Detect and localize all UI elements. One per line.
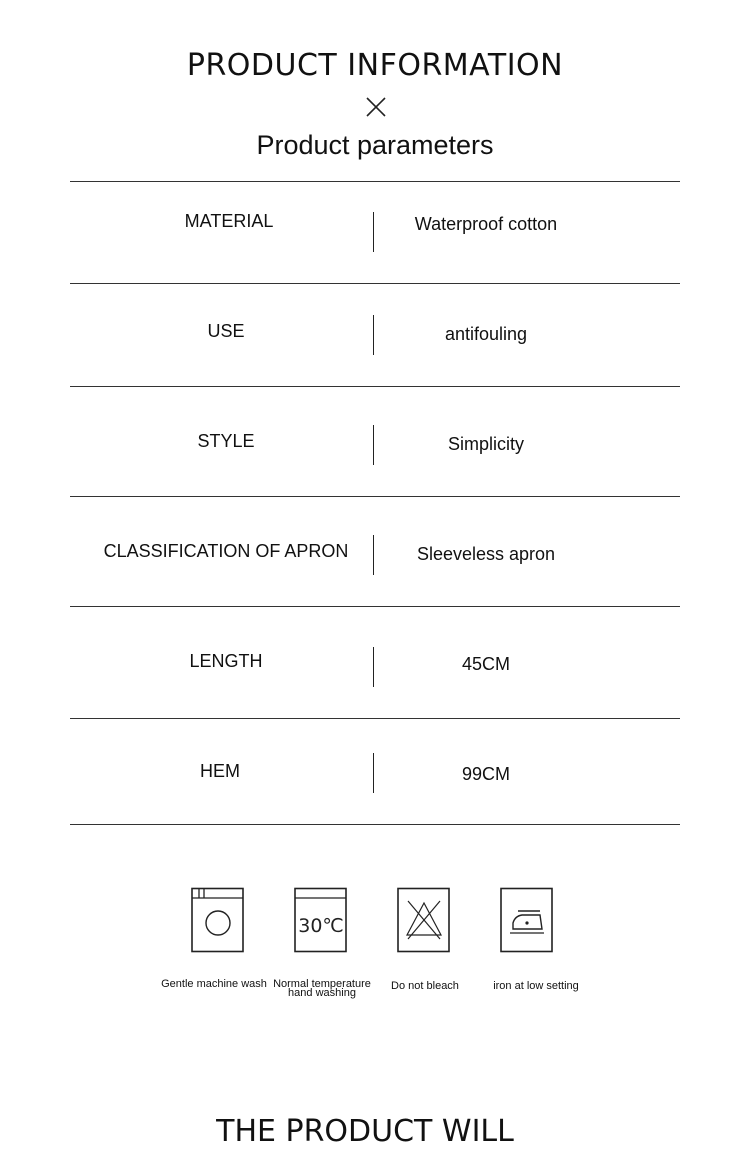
table-divider — [70, 181, 680, 182]
parameter-value: Sleeveless apron — [416, 544, 556, 564]
parameter-label: STYLE — [197, 431, 255, 451]
hand-wash-30c-icon — [294, 887, 348, 953]
table-divider — [70, 606, 680, 607]
temperature-label: 30℃ — [298, 915, 344, 937]
parameter-label: USE — [207, 321, 245, 341]
care-label: iron at low setting — [493, 980, 579, 992]
table-divider — [70, 283, 680, 284]
washing-machine-icon — [191, 887, 245, 953]
care-label: Gentle machine wash — [161, 978, 267, 990]
table-divider — [70, 824, 680, 825]
parameter-label: MATERIAL — [184, 211, 274, 231]
care-label: Do not bleach — [391, 980, 459, 992]
parameter-label: CLASSIFICATION OF APRON — [103, 541, 349, 561]
parameter-value: 45CM — [461, 654, 510, 674]
column-separator — [373, 212, 374, 252]
column-separator — [373, 425, 374, 465]
table-divider — [70, 496, 680, 497]
parameter-value: Waterproof cotton — [414, 214, 558, 234]
column-separator — [373, 535, 374, 575]
iron-low-icon — [500, 887, 554, 953]
column-separator — [373, 753, 374, 793]
care-label: Normal temperature hand washing — [273, 978, 371, 999]
do-not-bleach-icon — [397, 887, 451, 953]
table-divider — [70, 386, 680, 387]
section-title: THE PRODUCT WILL — [216, 1114, 514, 1149]
parameter-label: LENGTH — [189, 651, 263, 671]
page-title: PRODUCT INFORMATION — [186, 48, 564, 83]
parameter-value: Simplicity — [447, 434, 524, 454]
table-divider — [70, 718, 680, 719]
parameter-value: antifouling — [444, 324, 528, 344]
parameter-label: HEM — [200, 761, 240, 781]
parameter-value: 99CM — [461, 764, 510, 784]
column-separator — [373, 647, 374, 687]
cross-icon — [364, 95, 388, 119]
column-separator — [373, 315, 374, 355]
page-subtitle: Product parameters — [256, 130, 494, 160]
